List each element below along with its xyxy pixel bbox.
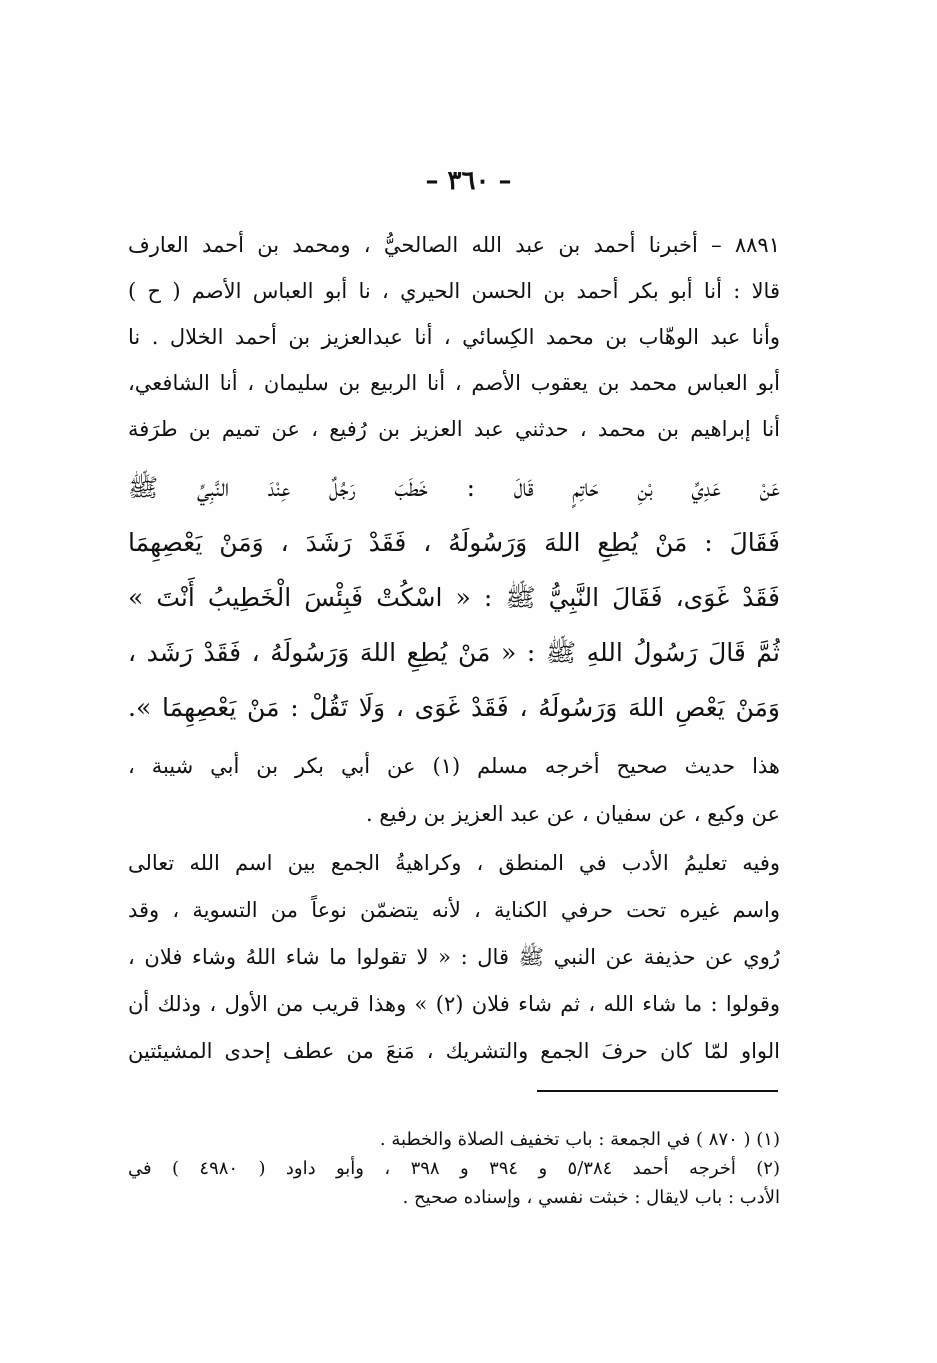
- footnotes: [128, 1125, 780, 1212]
- takhrij-line: هذا حديث صحيح أخرجه مسلم (١) عن أبي بكر بن أبي شيبة ،: [128, 754, 780, 778]
- commentary-line: رُوي عن حذيفة عن النبي ﷺ قال : « لا تقولوا ما شاء اللهُ وشاء فلان ،: [128, 945, 780, 969]
- isnad-line: ٨٨٩١ – أخبرنا أحمد بن عبد الله الصالحيُّ ، ومحمد بن أحمد العارف: [128, 233, 780, 257]
- footnote-line: (٢) أخرجه أحمد ٥/٣٨٤ و ٣٩٤ و ٣٩٨ ، وأبو داود ( ٤٩٨٠ ) في: [128, 1158, 780, 1179]
- hadith-text: [128, 460, 780, 735]
- hadith-line: عَنْ عَدِيِّ بْنِ حَاتِمٍ قَالَ : خَطَبَ رَجُلٌ عِنْدَ النَّبِيِّ ﷺ: [128, 473, 780, 502]
- hadith-line: فَقَدْ غَوَى، فَقَالَ النَّبِيُّ ﷺ : « اسْكُتْ فَبِئْسَ الْخَطِيبُ أَنْتَ »: [128, 583, 780, 612]
- isnad-line: أبو العباس محمد بن يعقوب الأصم ، أنا الربيع بن سليمان ، أنا الشافعي،: [128, 371, 780, 395]
- footnote-divider: [537, 1090, 778, 1092]
- page-number: – ٣٦٠ –: [425, 166, 512, 196]
- hadith-line: فَقَالَ : مَنْ يُطِعِ اللهَ وَرَسُولَهُ ، فَقَدْ رَشَدَ ، وَمَنْ يَعْصِهِمَا: [128, 528, 780, 557]
- footnote-line: الأدب : باب لايقال : خبثت نفسي ، وإسناده صحيح .: [402, 1187, 780, 1208]
- isnad-paragraph: [128, 222, 780, 452]
- takhrij-paragraph: [128, 742, 780, 838]
- commentary-line: الواو لمّا كان حرفَ الجمع والتشريك ، مَنعَ من عطف إحدى المشيئتين: [128, 1039, 780, 1063]
- commentary-line: وقولوا : ما شاء الله ، ثم شاء فلان (٢) » وهذا قريب من الأول ، وذلك أن: [128, 992, 780, 1016]
- commentary-line: وفيه تعليمُ الأدب في المنطق ، وكراهيةُ الجمع بين اسم الله تعالى: [128, 851, 780, 875]
- footnote-line: (١) ( ٨٧٠ ) في الجمعة : باب تخفيف الصلاة والخطبة .: [379, 1129, 780, 1150]
- isnad-line: أنا إبراهيم بن محمد ، حدثني عبد العزيز بن رُفيع ، عن تميم بن طرَفة: [128, 417, 780, 441]
- hadith-line: وَمَنْ يَعْصِ اللهَ وَرَسُولَهُ ، فَقَدْ غَوَى ، وَلَا تَقُلْ : مَنْ يَعْصِهِمَا ».: [128, 693, 780, 722]
- takhrij-line: عن وكيع ، عن سفيان ، عن عبد العزيز بن رفيع .: [365, 802, 780, 826]
- isnad-line: قالا : أنا أبو بكر أحمد بن الحسن الحيري ، نا أبو العباس الأصم ( ح ): [128, 279, 780, 303]
- commentary-line: واسم غيره تحت حرفي الكناية ، لأنه يتضمّن نوعاً من التسوية ، وقد: [128, 898, 780, 922]
- commentary-paragraph: [128, 840, 780, 1075]
- isnad-line: وأنا عبد الوهّاب بن محمد الكِسائي ، أنا عبدالعزيز بن أحمد الخلال . نا: [128, 325, 780, 349]
- hadith-line: ثُمَّ قَالَ رَسُولُ اللهِ ﷺ : « مَنْ يُطِعِ اللهَ وَرَسُولَهُ ، فَقَدْ رَشَد ،: [128, 638, 780, 667]
